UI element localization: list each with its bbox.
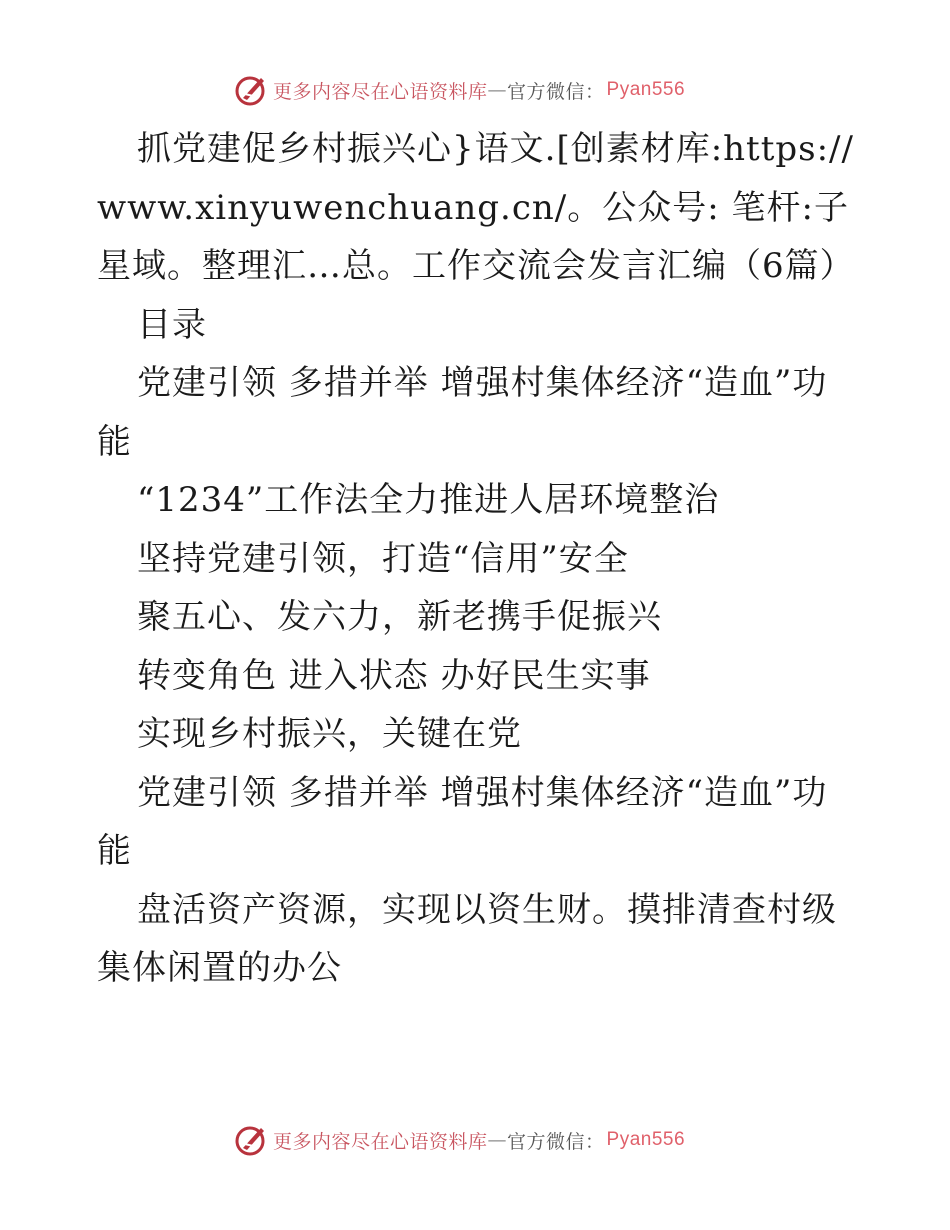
banner-main-text: 更多内容尽在心语资料库 [273, 1130, 488, 1153]
toc-item: 转变角色 进入状态 办好民生实事 [137, 655, 651, 696]
toc-item: 聚五心、发六力，新老携手促振兴 [137, 597, 662, 637]
banner-separator: — [487, 1129, 508, 1151]
toc-heading: 目录 [137, 304, 207, 345]
section-heading: 党建引领 多措并举 增强村集体经济“造血”功能 [97, 772, 828, 871]
banner-wechat-label: 官方微信： [507, 1130, 605, 1153]
banner-wechat-label: 官方微信： [507, 80, 605, 103]
toc-item: 坚持党建引领，打造“信用”安全 [137, 538, 629, 579]
banner-wechat-id: Pyan556 [606, 1129, 686, 1150]
toc-item: 党建引领 多措并举 增强村集体经济“造血”功能 [97, 363, 828, 462]
watermark-banner-bottom [233, 1120, 713, 1160]
watermark-banner-top [233, 70, 713, 110]
quill-logo-icon [233, 72, 269, 108]
body-paragraph: 盘活资产资源，实现以资生财。摸排清查村级集体闲置的办公 [97, 889, 837, 988]
document-title: 抓党建促乡村振兴心}语文.[创素材库:https://www.xinyuwenchuang.cn/。公众号: 笔杆:子星域。整理汇…总。工作交流会发言汇编（6篇） [97, 129, 855, 286]
document-body [97, 120, 857, 998]
toc-item: 实现乡村振兴，关键在党 [137, 714, 522, 754]
quill-logo-icon [233, 1122, 269, 1158]
banner-separator: — [487, 79, 508, 101]
toc-item: “1234”工作法全力推进人居环境整治 [137, 480, 720, 520]
banner-wechat-id: Pyan556 [606, 79, 686, 100]
banner-main-text: 更多内容尽在心语资料库 [273, 80, 488, 103]
